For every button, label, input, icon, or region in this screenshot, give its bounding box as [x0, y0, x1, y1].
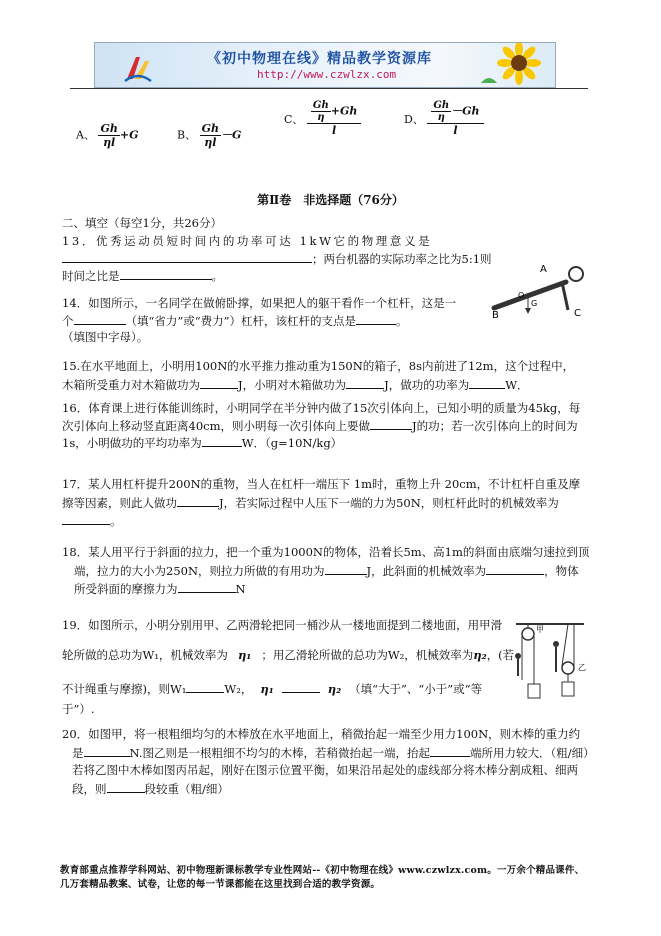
- q13-line2-text: ；两台机器的实际功率之比为5:1则: [312, 252, 492, 266]
- q18-line3-tail: N: [235, 582, 246, 596]
- option-c-label: C、: [284, 112, 304, 126]
- q20-line3: [62, 763, 578, 778]
- option-d-numerator: [427, 100, 483, 124]
- footer: [60, 864, 620, 892]
- q15-line2-tail: W．: [505, 378, 529, 392]
- q20-line4-head: 段，则: [72, 782, 107, 796]
- q20-line2: [62, 745, 595, 761]
- q16-blank-power[interactable]: [202, 435, 242, 447]
- q17-line3-tail: 。: [110, 514, 122, 528]
- q20-line3-text: 若将乙图中木棒如图丙吊起，刚好在图示位置平衡，如果沿吊起处的虚线部分将木棒分割成粗、细两: [72, 763, 578, 777]
- fig14-label-a: A: [540, 264, 547, 275]
- q17-line2: [62, 495, 559, 511]
- fig14-label-g: G: [531, 299, 538, 308]
- q19-line2-mid: ；用乙滑轮所做的总功为W₂，机械效率为: [261, 648, 474, 662]
- fig19-label-jia: 甲: [536, 625, 544, 634]
- q20-blank-heavier[interactable]: [107, 781, 145, 793]
- q16-line3-tail: W．（g=10N/kg）: [241, 436, 343, 450]
- option-a: [76, 122, 138, 149]
- q19-eta2: η₂: [473, 648, 487, 662]
- q14-blank-lever-type[interactable]: [74, 313, 126, 325]
- section-title: 第Ⅱ卷 非选择题（76分）: [257, 193, 404, 207]
- bucket-icon: [528, 684, 540, 698]
- q20-blank-end[interactable]: [430, 745, 470, 757]
- option-d-top-tail: －Gh: [451, 104, 480, 118]
- option-b-fraction: [200, 122, 221, 149]
- fig14-label-o: O: [518, 291, 525, 300]
- fig14-label-b: B: [492, 310, 499, 321]
- option-c-inner-den: η: [317, 112, 325, 123]
- option-a-fraction: [98, 122, 119, 149]
- q19-line3-head: 不计绳重与摩擦)，则W₁: [62, 682, 187, 696]
- q17-blank-work[interactable]: [177, 495, 219, 507]
- q15-blank-power[interactable]: [469, 377, 505, 389]
- option-c-den: l: [332, 124, 337, 137]
- option-b: [177, 122, 241, 149]
- q17-line1: 17．某人用杠杆提升200N的重物，当人在杠杆一端压下 1m时，重物上升 20cm，不计杠杆自重及摩: [62, 477, 581, 491]
- q16-line2: [62, 418, 578, 434]
- q16-line3: [62, 435, 342, 451]
- q13-blank-ratio[interactable]: [120, 268, 212, 280]
- q20-blank-weight[interactable]: [84, 745, 130, 757]
- option-a-label: A、: [76, 128, 95, 142]
- q13-blank-meaning[interactable]: [62, 251, 312, 263]
- option-c-numerator: [307, 100, 361, 124]
- q15-line2: [62, 377, 529, 393]
- q19-line3-eta1: η₁: [260, 682, 274, 696]
- q19-blank-eff-compare[interactable]: [282, 681, 320, 693]
- q14-line2-tail: 。: [396, 314, 408, 328]
- q19-line1: 19．如图所示，小明分别用甲、乙两滑轮把同一桶沙从一楼地面提到二楼地面，用甲滑: [62, 618, 503, 632]
- q14-line3: （填图中字母）。: [62, 330, 149, 344]
- q14-line1: 14．如图所示，一名同学在做俯卧撑，如果把人的躯干看作一个杠杆，这是一: [62, 296, 457, 310]
- q18-blank-efficiency[interactable]: [486, 563, 544, 575]
- q13-line2: [62, 251, 492, 267]
- q18-blank-friction[interactable]: [178, 581, 236, 593]
- option-b-tail: －G: [221, 128, 242, 142]
- option-a-num: Gh: [100, 122, 118, 135]
- q19-line2-tail: ，(若: [486, 648, 515, 662]
- q20-line4-tail: 段较重（粗/细）: [144, 782, 229, 796]
- option-d-inner-den: η: [437, 112, 445, 123]
- q18-line1: 18．某人用平行于斜面的拉力，把一个重为1000N的物体，沿着长5m、高1m的斜面由底端匀速拉到顶: [62, 545, 590, 559]
- q17-blank-efficiency[interactable]: [62, 513, 110, 525]
- q18-line2-mid: J，此斜面的机械效率为: [366, 564, 487, 578]
- q15-line1: 15.在水平地面上，小明用100N的水平推力推动重为150N的箱子，8s内前进了12m，这个过程中，: [62, 359, 575, 373]
- q19-blank-work-compare[interactable]: [186, 681, 224, 693]
- logo-icon: [123, 49, 153, 83]
- q18-line2: [62, 563, 579, 579]
- q17-line3: [62, 513, 122, 529]
- header-divider: [70, 88, 588, 89]
- banner-title: 《初中物理在线》精品教学资源库: [207, 51, 432, 67]
- q15-blank-push-work[interactable]: [346, 377, 384, 389]
- option-b-den: ηl: [204, 136, 217, 149]
- q18-line2-head: 端，拉力的大小为250N，则拉力所做的有用功为: [74, 564, 325, 578]
- q18-line3-head: 所受斜面的摩擦力为: [74, 582, 178, 596]
- q18-line3: [62, 581, 246, 597]
- q20-line2-head: 是: [72, 746, 84, 760]
- q13-line1: 13．优秀运动员短时间内的功率可达 1kW它的物理意义是: [62, 234, 433, 248]
- footer-line2: 几万套精品教案、试卷，让您的每一节课都能在这里找到合适的教学资源。: [60, 879, 381, 890]
- q13-line3-tail: 。: [211, 269, 223, 283]
- fill-heading: 二、填空（每空1分，共26分）: [62, 216, 222, 230]
- q19-line2: [62, 648, 514, 663]
- option-c-inner-num: Gh: [312, 100, 329, 111]
- q17-line2-tail: J，若实际过程中人压下一端的力为50N，则杠杆此时的机械效率为: [219, 496, 559, 510]
- sunflower-icon: [479, 43, 549, 87]
- q15-line2-mid2: J，做功的功率为: [384, 378, 470, 392]
- q16-line1: 16．体育课上进行体能训练时，小明同学在半分钟内做了15次引体向上，已知小明的质量为45kg，每: [62, 401, 581, 415]
- option-d-label: D、: [404, 112, 424, 126]
- option-c: [284, 100, 361, 137]
- q17-line2-head: 擦等因素，则此人做功: [62, 496, 177, 510]
- footer-line1: 教育部重点推荐学科网站、初中物理新课标教学专业性网站--《初中物理在线》www.czwlzx.com。一万余个精品课件、: [60, 865, 585, 876]
- pushup-figure: [488, 258, 588, 320]
- q20-line1: 20．如图甲，将一根粗细均匀的木棒放在水平地面上，稍微抬起一端至少用力100N，则木棒的重力约: [62, 727, 581, 741]
- q15-line2-mid: J，小明对木箱做功为: [238, 378, 347, 392]
- option-a-tail: +G: [119, 128, 139, 142]
- q13-line3-head: 时间之比是: [62, 269, 120, 283]
- option-d-den: l: [453, 124, 458, 137]
- q19-line3-eta2: η₂: [327, 682, 342, 696]
- fig14-label-c: C: [574, 308, 581, 319]
- q16-line2-head: 次引体向上移动竖直距离40cm，则小明每一次引体向上要做: [62, 419, 370, 433]
- q19-line3-tail: （填“大于”、“小于”或“等: [349, 682, 483, 696]
- q19-line2-head: 轮所做的总功为W₁，机械效率为: [62, 648, 228, 662]
- option-d: [404, 100, 484, 137]
- q18-blank-useful-work[interactable]: [325, 563, 367, 575]
- option-d-fraction: [427, 100, 483, 137]
- fig19-label-yi: 乙: [578, 663, 586, 672]
- option-a-den: ηl: [103, 136, 116, 149]
- option-c-top-tail: +Gh: [330, 104, 358, 118]
- option-d-inner-num: Gh: [433, 100, 450, 111]
- q19-eta1: η₁: [237, 648, 252, 662]
- q18-line2-tail: ，物体: [544, 564, 579, 578]
- q14-blank-fulcrum[interactable]: [356, 313, 396, 325]
- q20-line2-mid: N.图乙则是一根粗细不均匀的木棒，若稍微抬起一端，抬起: [129, 746, 430, 760]
- q16-line3-head: 1s，小明做功的平均功率为: [62, 436, 202, 450]
- option-b-label: B、: [177, 128, 197, 142]
- q20-line4: [62, 781, 229, 797]
- q19-line3: [62, 681, 482, 697]
- q14-line2-head: 个: [62, 314, 74, 328]
- movable-pulley-icon: [562, 662, 574, 674]
- q14-line2: [62, 313, 408, 329]
- bucket-icon: [562, 682, 574, 696]
- q19-line3-w2: W₂，: [224, 682, 253, 696]
- q20-line2-tail: 端所用力较大．（粗/细）: [469, 746, 595, 760]
- q15-line2-head: 木箱所受重力对木箱做功为: [62, 378, 200, 392]
- q16-line2-tail: J的功；若一次引体向上的时间为: [411, 419, 578, 433]
- banner-url[interactable]: http://www.czwlzx.com: [257, 68, 397, 81]
- q16-blank-work[interactable]: [370, 418, 412, 430]
- q14-line2-mid: （填“省力”或“费力”）杠杆，该杠杆的支点是: [125, 314, 357, 328]
- q15-blank-gravity-work[interactable]: [200, 377, 238, 389]
- option-c-fraction: [307, 100, 361, 137]
- header-banner: [94, 42, 556, 88]
- q19-line4: 于”）.: [62, 702, 95, 716]
- q13-line3: [62, 268, 223, 284]
- pulley-figure: [510, 622, 590, 700]
- option-b-num: Gh: [201, 122, 219, 135]
- fixed-pulley-icon: [522, 628, 534, 640]
